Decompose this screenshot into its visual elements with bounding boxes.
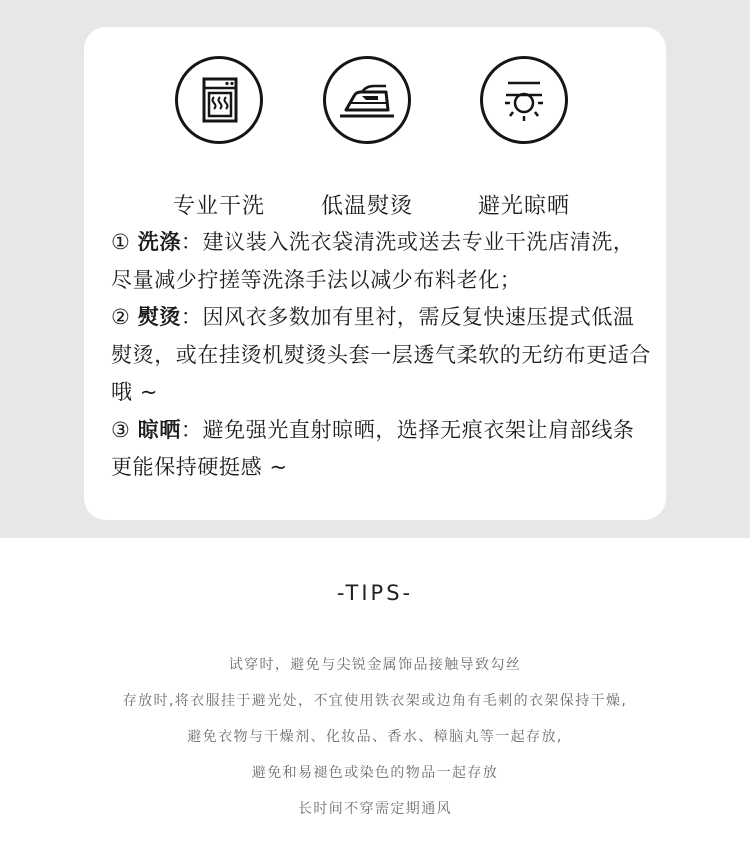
iron-icon	[323, 56, 411, 144]
instruction-separator: ：	[180, 417, 203, 442]
care-instruction-washing	[111, 224, 651, 299]
tips-line: 存放时,将衣服挂于避光处，不宜使用铁衣架或边角有毛刺的衣架保持干燥,	[122, 693, 628, 709]
iron-icon-svg	[326, 59, 408, 141]
tips-title: -TIPS-	[336, 581, 414, 605]
instruction-separator: ：	[180, 305, 203, 329]
instruction-number: ①	[111, 230, 131, 254]
instruction-text: 因风衣多数加有里衬，需反复快速压提式低温熨烫，或在挂烫机熨烫头套一层透气柔软的无纺布更适合哦 ~	[111, 305, 651, 404]
care-instruction-ironing	[111, 299, 651, 412]
tips-line: 避免衣物与干燥剂、化妆品、香水、樟脑丸等一起存放,	[187, 729, 563, 745]
care-card	[84, 27, 666, 520]
instruction-separator: ：	[180, 230, 203, 254]
care-instruction-drying	[111, 412, 651, 487]
dry-clean-machine-icon	[175, 56, 263, 144]
dry-clean-machine-icon-svg	[178, 59, 260, 141]
care-icon-label: 避光晾晒	[477, 194, 570, 219]
instruction-keyword: 洗涤	[137, 230, 181, 254]
shade-dry-sun-icon-svg	[483, 59, 565, 141]
tips-line: 长时间不穿需定期通风	[298, 801, 452, 817]
instruction-number: ②	[111, 305, 131, 329]
instruction-text: 避免强光直射晾晒，选择无痕衣架让肩部线条更能保持硬挺感 ~	[111, 417, 635, 479]
care-icon-label: 专业干洗	[172, 194, 265, 219]
tips-line: 避免和易褪色或染色的物品一起存放	[251, 765, 499, 781]
care-icon-label: 低温熨烫	[320, 194, 413, 219]
shade-dry-sun-icon	[480, 56, 568, 144]
instruction-text: 建议装入洗衣袋清洗或送去专业干洗店清洗，尽量减少拧搓等洗涤手法以减少布料老化；	[111, 230, 635, 292]
care-instructions	[111, 224, 651, 487]
instruction-keyword: 晾晒	[137, 417, 181, 442]
instruction-number: ③	[111, 417, 131, 442]
instruction-keyword: 熨烫	[137, 305, 181, 329]
tips-line: 试穿时，避免与尖锐金属饰品接触导致勾丝	[228, 657, 522, 673]
